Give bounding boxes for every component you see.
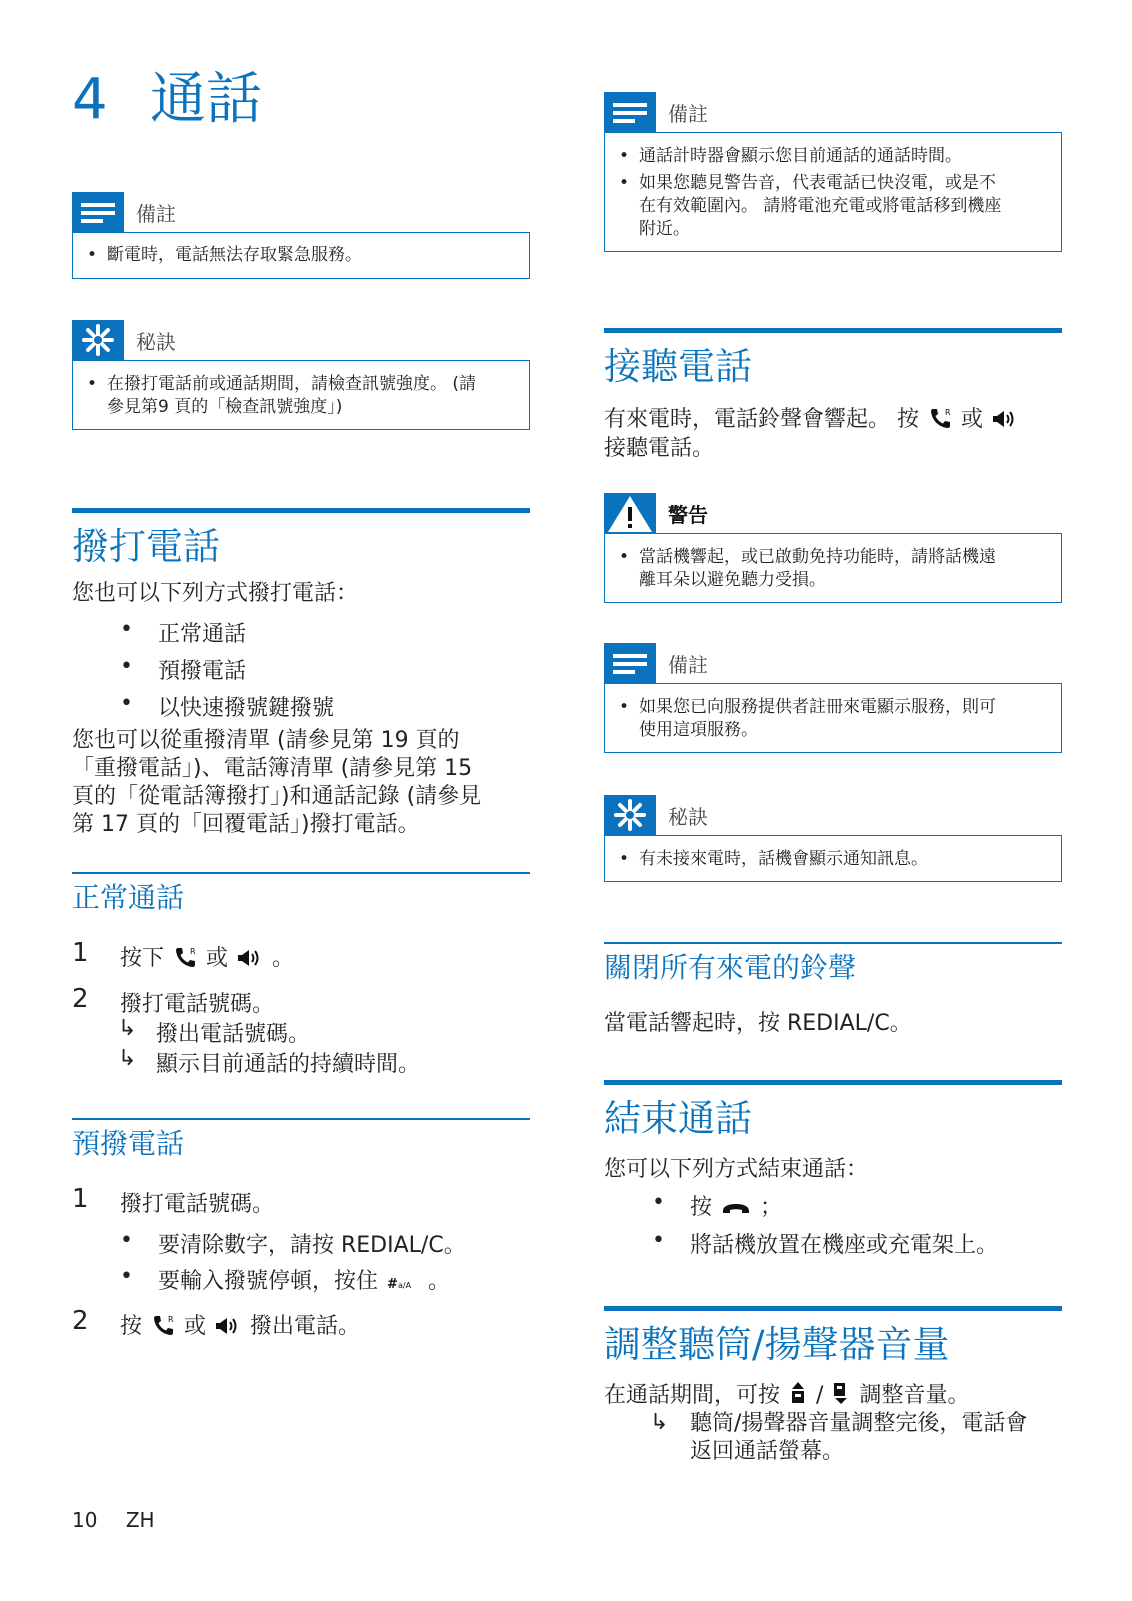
answer-text-line-2: 接聽電話。 bbox=[604, 436, 715, 461]
note-icon bbox=[604, 643, 656, 683]
make-call-paragraph: 您也可以從重撥清單 (請參見第 19 頁的 「重撥電話」)、電話簿清單 (請參見第 15 頁的「從電話簿撥打」)和通話記錄 (請參見 第 17 頁的「回覆電話」)撥打電話。 bbox=[72, 728, 482, 837]
note-title: 備註 bbox=[668, 653, 708, 677]
end-call-key-icon bbox=[721, 1201, 751, 1217]
section-divider bbox=[604, 1080, 1062, 1085]
result-arrow-icon: ↳ bbox=[118, 1016, 137, 1041]
note-callout-power: 備註 • 斷電時，電話無法存取緊急服務。 bbox=[72, 192, 530, 279]
call-key-icon bbox=[928, 407, 952, 429]
note-item: 通話計時器會顯示您目前通話的通話時間。 bbox=[639, 146, 962, 166]
note-icon bbox=[72, 192, 124, 232]
warning-callout: 警告 • 當話機響起，或已啟動免持功能時，請將話機遠 離耳朵以避免聽力受損。 bbox=[604, 493, 1062, 603]
page-footer bbox=[72, 1508, 155, 1532]
section-divider bbox=[604, 1306, 1062, 1311]
silence-text: 當電話響起時，按 REDIAL/C。 bbox=[604, 1011, 912, 1036]
list-item: • 以快速撥號鍵撥號 bbox=[120, 691, 335, 721]
note-callout-timer: 備註 • 通話計時器會顯示您目前通話的通話時間。 • 如果您聽見警告音，代表電話已快沒電，或是不 在有效範圍內。 請將電池充電或將電話移到機座 附近。 bbox=[604, 92, 1062, 252]
result-item: 顯示目前通話的持續時間。 bbox=[156, 1052, 421, 1077]
page-number: 10 bbox=[72, 1508, 98, 1532]
predial-step-2: 按 或 撥出電話。 bbox=[120, 1314, 361, 1339]
list-item: • 按 ； bbox=[652, 1190, 783, 1220]
tip-line-2: 參見第9 頁的「檢查訊號強度」) bbox=[107, 397, 343, 417]
note-title: 備註 bbox=[136, 202, 176, 226]
speaker-key-icon bbox=[215, 1316, 241, 1336]
speaker-key-icon bbox=[237, 948, 263, 968]
note-icon bbox=[604, 92, 656, 132]
call-key-icon bbox=[173, 946, 197, 968]
warning-title: 警告 bbox=[668, 503, 708, 527]
section-divider bbox=[604, 942, 1062, 944]
chapter-number: 4 bbox=[72, 67, 108, 132]
note-item: 斷電時，電話無法存取緊急服務。 bbox=[107, 245, 362, 265]
step-number: 2 bbox=[72, 984, 89, 1014]
end-call-intro: 您可以下列方式結束通話： bbox=[604, 1157, 869, 1182]
result-item: 撥出電話號碼。 bbox=[156, 1022, 311, 1047]
list-item: • 將話機放置在機座或充電架上。 bbox=[652, 1228, 999, 1258]
tip-title: 秘訣 bbox=[668, 805, 708, 829]
predial-step-1: 撥打電話號碼。 bbox=[120, 1192, 275, 1217]
volume-up-icon bbox=[789, 1381, 807, 1405]
note-callout-caller-id: 備註 • 如果您已向服務提供者註冊來電顯示服務，則可 使用這項服務。 bbox=[604, 643, 1062, 753]
normal-call-step-2: 撥打電話號碼。 bbox=[120, 992, 275, 1017]
section-divider bbox=[72, 872, 530, 874]
list-item: • 要輸入撥號停頓，按住 。 bbox=[120, 1264, 451, 1294]
warning-icon bbox=[604, 493, 656, 533]
language-code: ZH bbox=[125, 1508, 155, 1532]
list-item: • 預撥電話 bbox=[120, 654, 247, 684]
step-number: 1 bbox=[72, 938, 89, 968]
result-arrow-icon: ↳ bbox=[118, 1046, 137, 1071]
tip-title: 秘訣 bbox=[136, 330, 176, 354]
hash-key-icon bbox=[387, 1275, 419, 1291]
tip-callout-missed: 秘訣 • 有未接來電時，話機會顯示通知訊息。 bbox=[604, 795, 1062, 882]
section-divider bbox=[72, 1118, 530, 1120]
section-heading-volume: 調整聽筒/揚聲器音量 bbox=[604, 1323, 950, 1366]
tip-icon bbox=[72, 320, 124, 360]
warning-item: 當話機響起，或已啟動免持功能時，請將話機遠 離耳朵以避免聽力受損。 bbox=[639, 547, 996, 590]
section-heading-end-call: 結束通話 bbox=[604, 1097, 752, 1140]
tip-item: 有未接來電時，話機會顯示通知訊息。 bbox=[639, 849, 928, 869]
result-arrow-icon: ↳ bbox=[650, 1410, 669, 1435]
section-divider bbox=[72, 508, 530, 513]
step-number: 1 bbox=[72, 1184, 89, 1214]
list-item: • 要清除數字，請按 REDIAL/C。 bbox=[120, 1228, 466, 1258]
volume-result: 聽筒/揚聲器音量調整完後，電話會 返回通話螢幕。 bbox=[690, 1411, 1028, 1464]
tip-callout-signal: 秘訣 • 在撥打電話前或通話期間，請檢查訊號強度。 (請 參見第9 頁的「檢查訊號強度」) bbox=[72, 320, 530, 430]
section-divider bbox=[604, 328, 1062, 333]
call-key-icon bbox=[151, 1314, 175, 1336]
tip-line-1: 在撥打電話前或通話期間，請檢查訊號強度。 (請 bbox=[107, 374, 477, 394]
chapter-title bbox=[72, 67, 262, 132]
section-heading-make-call: 撥打電話 bbox=[72, 525, 220, 568]
note-title: 備註 bbox=[668, 102, 708, 126]
speaker-key-icon bbox=[992, 409, 1018, 429]
note-item: 如果您聽見警告音，代表電話已快沒電，或是不 在有效範圍內。 請將電池充電或將電話移到機座 附近。 bbox=[639, 173, 1002, 239]
step-number: 2 bbox=[72, 1306, 89, 1336]
section-heading-normal-call: 正常通話 bbox=[72, 881, 185, 914]
note-item: 如果您已向服務提供者註冊來電顯示服務，則可 使用這項服務。 bbox=[639, 697, 996, 740]
make-call-intro: 您也可以下列方式撥打電話： bbox=[72, 581, 359, 606]
volume-down-icon bbox=[832, 1381, 850, 1405]
section-heading-silence: 關閉所有來電的鈴聲 bbox=[604, 951, 857, 984]
section-heading-predial: 預撥電話 bbox=[72, 1127, 185, 1160]
volume-text: 在通話期間，可按 / 調整音量。 bbox=[604, 1383, 970, 1408]
answer-text-line-1: 有來電時，電話鈴聲會響起。 按 或 bbox=[604, 402, 1020, 433]
list-item: • 正常通話 bbox=[120, 617, 247, 647]
chapter-title-text: 通話 bbox=[150, 67, 262, 132]
normal-call-step-1: 按下 或 。 bbox=[120, 946, 295, 971]
section-heading-answer: 接聽電話 bbox=[604, 345, 752, 388]
tip-icon bbox=[604, 795, 656, 835]
